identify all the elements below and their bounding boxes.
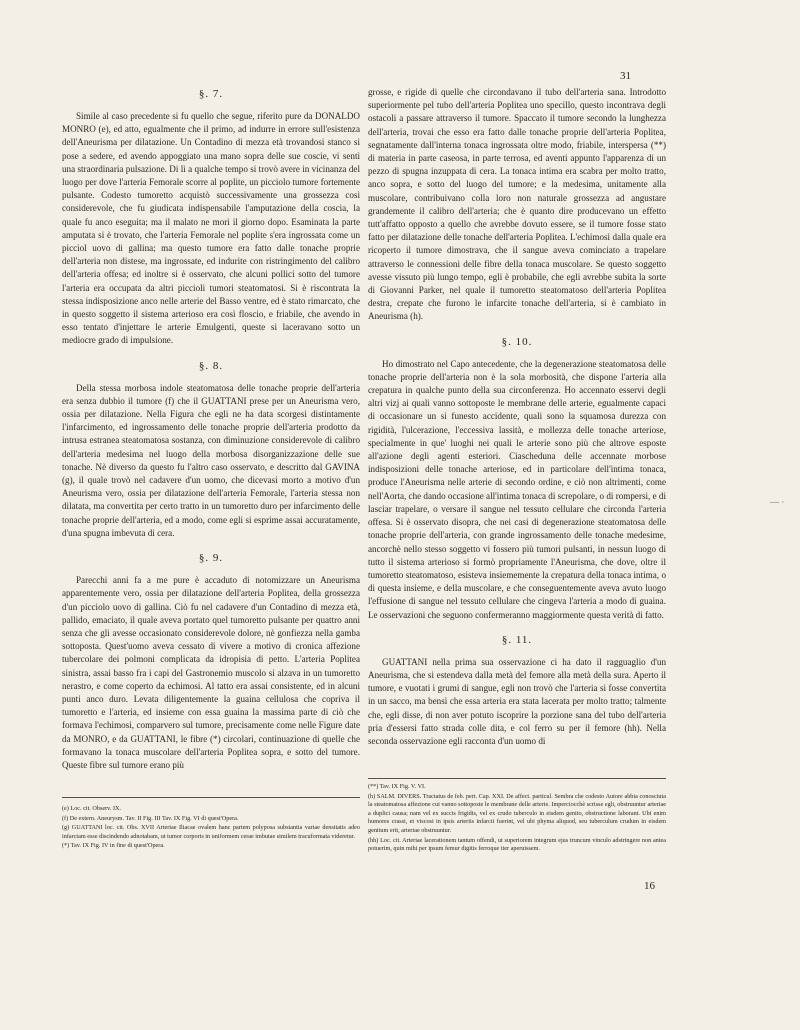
left-footnotes [62, 805, 360, 852]
section-text: Della stessa morbosa indole steatomatosa delle tonache proprie dell'arteria era senza dubbio il tumore (f) che il GUATTANI prese per un Aneurisma vero, ossia per dilatazione. Nella Figura che egli ne ha data scorgesi distintamente l'infarcimento, ed ingrossamento delle tonache proprie dell'arteria prodotto da intrusa estranea steatomatosa sostanza, con diminuzione considerevole di calibro dell'arteria medesima nel luogo della morbosa disorganizzazione delle sue tonache. Nè diverso da questo fu l'altro caso osservato, e descritto dal GAVINA (g), il quale trovò nel cadavere d'un uomo, che dicevasi morto a motivo d'un Aneurisma vero, ossia per dilatazione dell'arteria Femorale, l'arteria stessa non dilatata, ma convertita per certo tratto in un tumoretto duro per infarcimento delle tonache proprie dell'arteria, ed a modo, come egli si esprime assai accuratamente, d'una spugna imbevuta di cera. [62, 382, 360, 538]
section-heading: §. 10. [501, 335, 533, 348]
section-text: Ho dimostrato nel Capo antecedente, che la degenerazione steatomatosa delle tonache proprie dell'arteria non è la sola morbosità, che dispone l'arteria alla crepatura in qualche punto della sua circonferenza. Ho accennato esservi degli altri vizj ai quali vanno sottoposte le membrane delle arterie, egualmente capaci di occasionare un sì funesto accidente, quali sono la squamosa durezza con rigidità, l'ulcerazione, l'eccessiva lassità, e mollezza delle tonache arteriose, specialmente in que' luoghi nei quali le arterie sono più che altrove esposte all'azione degli agenti esteriori. Ciascheduna delle accennate morbose indisposizioni delle tonache arteriose, ed in particolare dell'intima tonaca, produce l'Aneurisma nelle arterie di secondo ordine, e ciò non altrimenti, come nell'Aorta, che dando occasione all'intima tonaca di screpolare, o di rompersi, e di lasciar trapelare, o versare il sangue nel tessuto cellulare che circonda l'arteria offesa. Si è osservato disopra, che nei casi di degenerazione steatomatosa delle tonache proprie dell'arteria, con grande ingrossamento delle tonache medesime, ancorchè nello stesso soggetto vi fossero più tumori pulsanti, in nessun luogo di tutto il sistema arterioso si formò propriamente l'Aneurisma, che dove, oltre il tumoretto steatomatoso, esisteva insiememente la crepatura della tonaca intima, o di questa insieme, e della muscolare, e che conseguentemente aveva avuto luogo l'effusione di sangue nel tessuto cellulare che cingeva l'arteria a modo di guaina. Le osservazioni che seguono confermeranno maggiormente questa verità di fatto. [368, 358, 666, 620]
footnote: (*) Tav. IX Fig. IV in fine di quest'Opera. [62, 842, 165, 850]
section-heading: §. 8. [198, 359, 224, 372]
footnote: (f) De extern. Aneurysm. Tav. II Fig. III Tav. IX Fig. VI di quest'Opera. [62, 814, 239, 822]
section-text: Parecchi anni fa a me pure è accaduto di notomizzare un Aneurisma apparentemente vero, ossia per dilatazione dell'arteria Poplitea, della grossezza d'un picciolo uovo di gallina. Ciò fu nel cadavere d'un Contadino di mezza età, pallido, emaciato, il quale aveva portato quel tumoretto pulsante per quattro anni senza che gli avesse occasionato considerevole dolore, nè gonfiezza nella gamba sottoposta. Quest'uomo aveva cessato di vivere a motivo di cronica affezione tubercolare dei polmoni complicata da idropisia di petto. L'arteria Poplitea sinistra, assai basso fra i capi del Gastronemio muscolo si alzava in un tumoretto nerastro, e come coperto da echimosi. Al tatto era assai consistente, ed in alcuni punti anco duro. Levata diligentemente la guaina cellulosa che copriva il tumoretto e l'arteria, ed insieme con essa guaina la massima parte di ciò che formava l'echimosi, comparvero sul tumore, precisamente come nelle Figure date da MONRO, e da GUATTANI, le fibre (*) circolari, continuazione di quelle che formavano la tonaca muscolare dell'arteria Poplitea sopra, e sotto del tumore. Queste fibre sul tumore erano più [62, 575, 360, 770]
section-heading: §. 11. [501, 633, 533, 646]
footnote: (h) SALM. DIVERS. Tractatus de feb. pert. Cap. XXI. De affect. particul. Sembra che codesto Autore abbia conosciuta la steatomatosa affezione cui vanno sottoposte le membrane delle arterie. Imperciocchè scrisse egli, obstruuntur arteriae a duplici causa; nam vel ex succis frigidis, vel ex crudo tuberculo in eisdem genito, obstructione laborant. Ubi enim humores crassi, et viscosi in ipsis arteriis infarcti fuerint, vel ubi phyma aliquod, seu tuberculum crudum in eisdem genitum erit, arteriae obstruuntur. [368, 792, 666, 834]
footnote-divider [62, 797, 360, 798]
section-heading: §. 7. [198, 88, 224, 100]
footnote: (e) Loc. cit. Observ. IX. [62, 805, 122, 812]
section-heading: §. 9. [198, 552, 224, 565]
footnote-divider [368, 778, 666, 779]
right-column [368, 86, 666, 748]
left-column [62, 70, 360, 772]
margin-dash-icon: — · [770, 497, 785, 507]
section-text: Simile al caso precedente si fu quello che segue, riferito pure da DONALDO MONRO (e), ed atto, egualmente che il primo, ad indurre in errore sull'esistenza dell'Aneurisma per dilatazione. Un Contadino di mezza età trovandosi stanco si pose a sedere, ed avendo appoggiato una mano sopra delle sue coscie, vi sentì una straordinaria pulsazione. Di lì a qualche tempo si trovò avere in vicinanza del luogo per dove l'arteria Femorale scorre al poplite, un picciolo tumore fortemente pulsante. Codesto tumoretto acquistò successivamente una grossezza così considerevole, che fu giudicata indispensabile l'amputazione della coscia, la quale fu anco eseguita; ma il malato ne morì il giorno dopo. Esaminata la parte amputata si è trovato, che l'arteria Femorale nel poplite s'era ingrossata come un picciol uovo di gallina; ma questo tumore era fatto dalle tonache proprie dell'arteria non distese, ma ingrossate, ed indurite con ristringimento del calibro dell'arteria offesa; ed inoltre si è osservato, che alcuni pollici sotto del tumore l'arteria era occupata da altri piccioli tumori steatomatosi. Si è riscontrata la stessa indisposizione anco nelle arterie del Basso ventre, ed è stato rimarcato, che in questo soggetto il sistema arterioso era così floscio, e friabile, che avendo in esso tentato d'injettare le arterie Emulgenti, queste si laceravano sotto un mediocre grado di impulsione. [62, 111, 360, 346]
footnote: (hh) Loc. cit. Arteriae lacerationem tantum offendi, ut superiorem integrum ejus truncum vinculo adstringere non antea potuerim, quin mihi per ipsum femur digitis ferroque iter aperuissem. [368, 836, 666, 853]
signature-mark: 16 [644, 880, 655, 892]
page-number: 31 [620, 70, 631, 82]
right-footnotes [368, 783, 666, 855]
section-text: grosse, e rigide di quelle che circondavano il tubo dell'arteria sana. Introdotto superiormente pel tubo dell'arteria Poplitea uno specillo, questo incontrava degli ostacoli a passare attraverso il tumore. Spaccato il tumore secondo la lunghezza dell'arteria, trovai che esso era fatto dalle tonache proprie dell'arteria Poplitea, segnatamente dall'interna tonaca ingrossata oltre modo, friabile, interspersa (**) di materia in parte caseosa, in parte terrosa, ed aventi appunto l'apparenza di un pezzo di spugna inzuppata di cera. La tonaca intima era scabra per molto tratto, anco sopra, e sotto del luogo del tumore; e la medesima, unitamente alla muscolare, contribuivano colla loro non naturale grossezza ad angustare grandemente il calibro dell'arteria; che è quanto dire producevano un effetto tutt'affatto opposto a quello che avrebbe dovuto essere, se il tumore fosse stato fatto per dilatazione delle tonache dell'arteria Poplitea. L'echimosi dalla quale era ricoperto il tumore dimostrava, che il sangue aveva cominciato a trapelare attraverso le connessioni delle fibre della tonaca muscolare. Se questo soggetto avesse vissuto più lungo tempo, egli è probabile, che egli avrebbe subita la sorte di Giovanni Parker, nel quale il tumoretto steatomatoso dell'arteria Poplitea destra, crepate che furono le infarcite tonache dell'arteria, si è cambiato in Aneurisma (h). [368, 87, 666, 322]
footnote: (g) GUATTANI loc. cit. Obs. XVII Arteriae Iliacae ovalem hanc partem polyposa substantia variae densitatis adeo infarctam esse discindendo adnotabam, ut tumor corporis in uniformem cerae imbutae similem tracuformata videretur. [62, 824, 360, 840]
footnote: (**) Tav. IX Fig. V. VI. [368, 783, 426, 790]
section-text: GUATTANI nella prima sua osservazione ci ha dato il ragguaglio d'un Aneurisma, che si estendeva dalla metà del femore alla metà della sura. Aperto il tumore, e vuotati i grumi di sangue, egli non trovò che l'arteria si fosse convertita in un sacco, ma bensì che essa arteria era stata lacerata per molto tratto; talmente che, egli disse, di non aver potuto iscoprire la porzione sana del tubo dell'arteria pria d'essersi fatto strada colle dita, e col ferro su per il femore (hh). Nella seconda osservazione egli racconta d'un uomo di [368, 656, 666, 746]
